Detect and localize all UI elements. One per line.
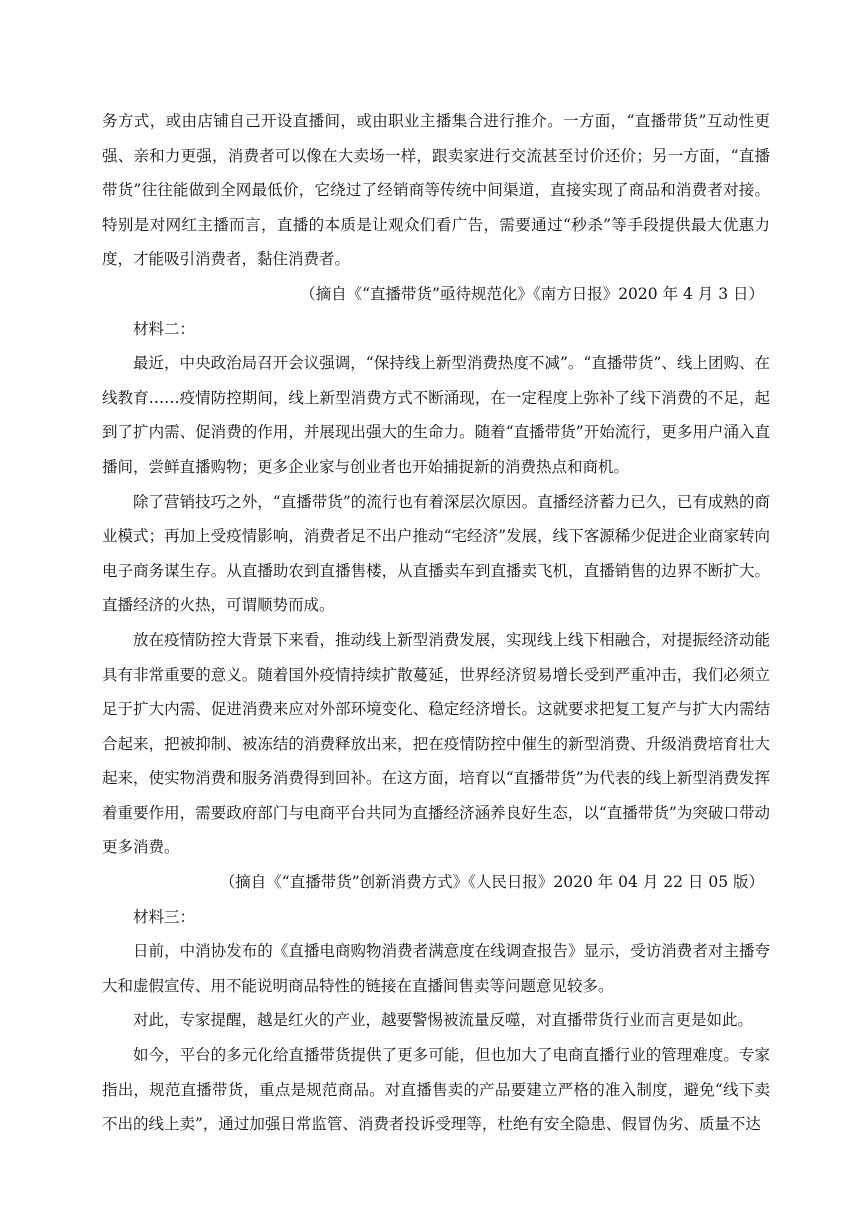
material1-source: （摘自《“直播带货”亟待规范化》《南方日报》2020 年 4 月 3 日） <box>300 284 764 303</box>
material1-continuation: 务方式，或由店铺自己开设直播间，或由职业主播集合进行推介。一方面，“直播带货”互动性更强、亲和力更强，消费者可以像在大卖场一样，跟卖家进行交流甚至讨价还价；另一方面，“直播带货”往往能做到全网最低价，它绕过了经销商等传统中间渠道，直接实现了商品和消费者对接。特别是对网红主播而言，直播的本质是让观众们看广告，需要通过“秒杀”等手段提供最大优惠力度，才能吸引消费者，黏住消费者。 <box>102 112 770 269</box>
material3-paragraph-2: 对此，专家提醒，越是红火的产业，越要警惕被流量反噬，对直播带货行业而言更是如此。 <box>133 1011 754 1030</box>
material2-paragraph-2: 除了营销技巧之外，“直播带货”的流行也有着深层次原因。直播经济蓄力已久，已有成熟的商业模式；再加上受疫情影响，消费者足不出户推动“宅经济”发展，线下客源稀少促进企业商家转向电子商务谋生存。从直播助农到直播售楼，从直播卖车到直播卖飞机，直播销售的边界不断扩大。直播经济的火热，可谓顺势而成。 <box>102 492 770 615</box>
material3-paragraph-1: 日前，中消协发布的《直播电商购物消费者满意度在线调查报告》显示，受访消费者对主播夸大和虚假宣传、用不能说明商品特性的链接在直播间售卖等问题意见较多。 <box>102 942 770 995</box>
material2-heading: 材料二： <box>133 319 196 338</box>
material3-paragraph-3: 如今，平台的多元化给直播带货提供了更多可能，但也加大了电商直播行业的管理难度。专家指出，规范直播带货，重点是规范商品。对直播售卖的产品要建立严格的准入制度，避免“线下卖不出的线上卖”，通过加强日常监管、消费者投诉受理等，杜绝有安全隐患、假冒伪劣、质量不达 <box>102 1046 770 1134</box>
material2-paragraph-3: 放在疫情防控大背景下来看，推动线上新型消费发展，实现线上线下相融合，对提振经济动能具有非常重要的意义。随着国外疫情持续扩散蔓延，世界经济贸易增长受到严重冲击，我们必须立足于扩大内需、促进消费来应对外部环境变化、稳定经济增长。这就要求把复工复产与扩大内需结合起来，把被抑制、被冻结的消费释放出来，把在疫情防控中催生的新型消费、升级消费培育壮大起来，使实物消费和服务消费得到回补。在这方面，培育以“直播带货”为代表的线上新型消费发挥着重要作用，需要政府部门与电商平台共同为直播经济涵养良好生态，以“直播带货”为突破口带动更多消费。 <box>102 630 770 857</box>
material2-paragraph-1: 最近，中央政治局召开会议强调，“保持线上新型消费热度不减”。“直播带货”、线上团购、在线教育……疫情防控期间，线上新型消费方式不断涌现，在一定程度上弥补了线下消费的不足，起到了扩内需、促消费的作用，并展现出强大的生命力。随着“直播带货”开始流行，更多用户涌入直播间，尝鲜直播购物；更多企业家与创业者也开始捕捉新的消费热点和商机。 <box>102 354 770 476</box>
material2-source: （摘自《“直播带货”创新消费方式》《人民日报》2020 年 04 月 22 日 05 版） <box>219 873 764 892</box>
material3-heading: 材料三： <box>133 907 196 926</box>
